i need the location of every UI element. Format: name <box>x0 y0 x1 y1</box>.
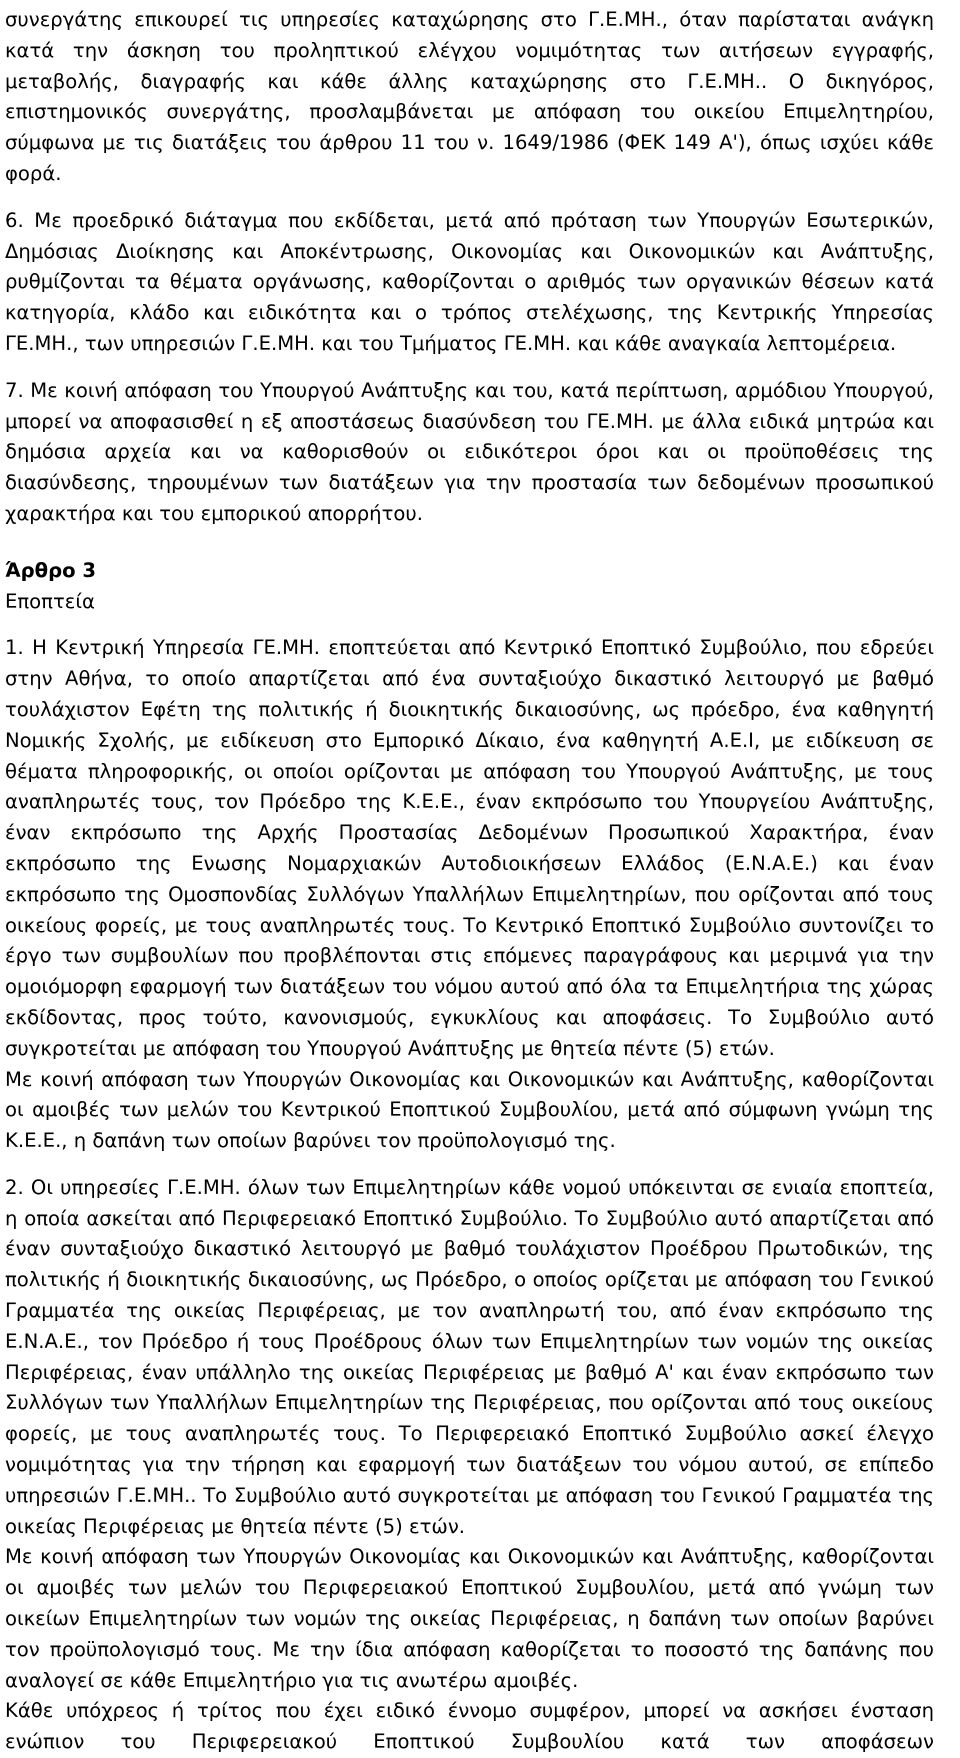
paragraph-7: 7. Με κοινή απόφαση του Υπουργού Ανάπτυξης και του, κατά περίπτωση, αρμόδιου Υπουργού, μπορεί να αποφασισθεί η εξ αποστάσεως διασύνδεση του ΓΕ.ΜΗ. με άλλα ειδικά μητρώα και δημόσια αρχεία και να καθορισθούν οι ειδικότεροι όροι και οι προϋποθέσεις της διασύνδεσης, τηρουμένων των διατάξεων για την προστασία των δεδομένων προσωπικού χαρακτήρα και του εμπορικού απορρήτου. <box>5 378 934 525</box>
article-3-paragraph-2: 2. Οι υπηρεσίες Γ.Ε.ΜΗ. όλων των Επιμελητηρίων κάθε νομού υπόκεινται σε ενιαία εποπτεία, η οποία ασκείται από Περιφερειακό Εποπτικό Συμβούλιο. Το Συμβούλιο αυτό απαρτίζεται από έναν συνταξιούχο δικαστικό λειτουργό με βαθμό τουλάχιστον Προέδρου Πρωτοδικών, της πολιτικής ή διοικητικής δικαιοσύνης, ως Πρόεδρο, ο οποίος ορίζεται με απόφαση του Γενικού Γραμματέα της οικείας Περιφέρειας, με τον αναπληρωτή του, από έναν εκπρόσωπο της Ε.Ν.Α.Ε., τον Πρόεδρο ή τους Προέδρους όλων των Επιμελητηρίων των νομών της οικείας Περιφέρειας, έναν υπάλληλο της οικείας Περιφέρειας με βαθμό Α' και έναν εκπρόσωπο των Συλλόγων των Υπαλλήλων Επιμελητηρίων της Περιφέρειας, που ορίζονται από τους οικείους φορείς, με τους αναπληρωτές τους. Το Περιφερειακό Εποπτικό Συμβούλιο ασκεί έλεγχο νομιμότητας για την τήρηση και εφαρμογή των διατάξεων του νόμου αυτού, σε επίπεδο υπηρεσιών Γ.Ε.ΜΗ.. Το Συμβούλιο αυτό συγκροτείται με απόφαση του Γενικού Γραμματέα της οικείας Περιφέρειας με θητεία πέντε (5) ετών. <box>5 1175 934 1538</box>
article-3-paragraph-1: 1. Η Κεντρική Υπηρεσία ΓΕ.ΜΗ. εποπτεύεται από Κεντρικό Εποπτικό Συμβούλιο, που εδρεύει στην Αθήνα, το οποίο απαρτίζεται από ένα συνταξιούχο δικαστικό λειτουργό με βαθμό τουλάχιστον Εφέτη της πολιτικής ή διοικητικής δικαιοσύνης, ως πρόεδρο, ένα καθηγητή Νομικής Σχολής, με ειδίκευση στο Εμπορικό Δίκαιο, ένα καθηγητή Α.Ε.Ι, με ειδίκευση σε θέματα πληροφορικής, οι οποίοι ορίζονται με απόφαση του Υπουργού Ανάπτυξης, με τους αναπληρωτές τους, τον Πρόεδρο της Κ.Ε.Ε., έναν εκπρόσωπο του Υπουργείου Ανάπτυξης, έναν εκπρόσωπο της Αρχής Προστασίας Δεδομένων Προσωπικού Χαρακτήρα, έναν εκπρόσωπο της Ενωσης Νομαρχιακών Αυτοδιοικήσεων Ελλάδος (Ε.Ν.Α.Ε.) και έναν εκπρόσωπο της Ομοσπονδίας Συλλόγων Υπαλλήλων Επιμελητηρίων, που ορίζονται από τους οικείους φορείς, με τους αναπληρωτές τους. Το Κεντρικό Εποπτικό Συμβούλιο συντονίζει το έργο των συμβουλίων που προβλέπονται στις επόμενες παραγράφους και μεριμνά για την ομοιόμορφη εφαρμογή των διατάξεων του νόμου αυτού από όλα τα Επιμελητήρια της χώρας εκδίδοντας, προς τούτο, κανονισμούς, εγκυκλίους και αποφάσεις. Το Συμβούλιο αυτό συγκροτείται με απόφαση του Υπουργού Ανάπτυξης με θητεία πέντε (5) ετών. <box>5 636 934 1060</box>
document-page <box>0 5 960 1754</box>
paragraph-6: 6. Με προεδρικό διάταγμα που εκδίδεται, μετά από πρόταση των Υπουργών Εσωτερικών, Δημόσιας Διοίκησης και Αποκέντρωσης, Οικονομίας και Οικονομικών και Ανάπτυξης, ρυθμίζονται τα θέματα οργάνωσης, καθορίζονται ο αριθμός των οργανικών θέσεων κατά κατηγορία, κλάδο και ειδικότητα και ο τρόπος στελέχωσης, της Κεντρικής Υπηρεσίας ΓΕ.ΜΗ., των υπηρεσιών Γ.Ε.ΜΗ. και του Τμήματος ΓΕ.ΜΗ. και κάθε αναγκαία λεπτομέρεια. <box>5 208 934 355</box>
article-heading: Άρθρο 3 <box>5 558 97 582</box>
article-3-paragraph-1-remuneration: Με κοινή απόφαση των Υπουργών Οικονομίας και Οικονομικών και Ανάπτυξης, καθορίζονται οι αμοιβές των μελών του Κεντρικού Εποπτικού Συμβουλίου, μετά από σύμφωνη γνώμη της Κ.Ε.Ε., η δαπάνη των οποίων βαρύνει τον προϋπολογισμό της. <box>5 1067 934 1153</box>
paragraph-continuation: συνεργάτης επικουρεί τις υπηρεσίες καταχώρησης στο Γ.Ε.ΜΗ., όταν παρίσταται ανάγκη κατά την άσκηση του προληπτικού ελέγχου νομιμότητας των αιτήσεων εγγραφής, μεταβολής, διαγραφής και κάθε άλλης καταχώρησης στο Γ.Ε.ΜΗ.. Ο δικηγόρος, επιστημονικός συνεργάτης, προσλαμβάνεται με απόφαση του οικείου Επιμελητηρίου, σύμφωνα με τις διατάξεις του άρθρου 11 του ν. 1649/1986 (ΦΕΚ 149 Α'), όπως ισχύει κάθε φορά. <box>5 8 934 185</box>
article-3-paragraph-2-remuneration: Με κοινή απόφαση των Υπουργών Οικονομίας και Οικονομικών και Ανάπτυξης, καθορίζονται οι αμοιβές των μελών του Περιφερειακού Εποπτικού Συμβουλίου, μετά από γνώμη των οικείων Επιμελητηρίων των νομών της οικείας Περιφέρειας, η δαπάνη των οποίων βαρύνει τον προϋπολογισμό τους. Με την ίδια απόφαση καθορίζεται το ποσοστό της δαπάνης που αναλογεί σε κάθε Επιμελητήριο για τις ανωτέρω αμοιβές. <box>5 1545 934 1692</box>
article-3-paragraph-2-objection: Κάθε υπόχρεος ή τρίτος που έχει ειδικό έννομο συμφέρον, μπορεί να ασκήσει ένσταση ενώπιον του Περιφερειακού Εποπτικού Συμβουλίου κατά των αποφάσεων <box>5 1699 934 1754</box>
article-subheading: Εποπτεία <box>5 589 95 613</box>
